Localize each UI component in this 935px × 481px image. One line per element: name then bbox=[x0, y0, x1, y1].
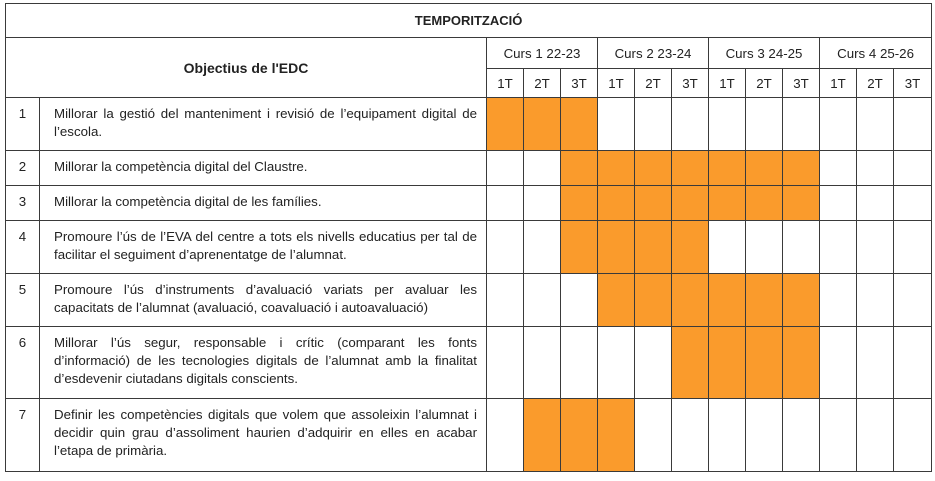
schedule-cell-active bbox=[561, 221, 598, 274]
term-header: 1T bbox=[598, 69, 635, 98]
schedule-cell-empty bbox=[820, 399, 857, 472]
schedule-cell-active bbox=[709, 274, 746, 327]
schedule-cell-active bbox=[635, 274, 672, 327]
schedule-cell-active bbox=[635, 221, 672, 274]
schedule-cell-empty bbox=[857, 274, 894, 327]
term-header: 1T bbox=[709, 69, 746, 98]
schedule-cell-empty bbox=[487, 274, 524, 327]
course-header: Curs 3 24-25 bbox=[709, 38, 820, 69]
schedule-cell-empty bbox=[561, 327, 598, 399]
schedule-cell-empty bbox=[857, 98, 894, 151]
schedule-cell-empty bbox=[709, 98, 746, 151]
schedule-cell-empty bbox=[746, 399, 783, 472]
objective-description: Promoure l’ús d’instruments d’avaluació variats per avaluar les capacitats de l’alumnat (avaluació, coavaluació i autoavaluació) bbox=[40, 274, 487, 327]
schedule-cell-active bbox=[783, 327, 820, 399]
objective-number: 2 bbox=[6, 151, 40, 186]
objective-number: 3 bbox=[6, 186, 40, 221]
term-header: 2T bbox=[635, 69, 672, 98]
schedule-cell-empty bbox=[894, 151, 932, 186]
objective-description: Promoure l’ús de l’EVA del centre a tots els nivells educatius per tal de facilitar el seguiment d’aprenentatge de l’alumnat. bbox=[40, 221, 487, 274]
schedule-cell-empty bbox=[524, 221, 561, 274]
schedule-cell-empty bbox=[672, 98, 709, 151]
schedule-cell-active bbox=[672, 151, 709, 186]
schedule-cell-empty bbox=[598, 98, 635, 151]
table-title: TEMPORITZACIÓ bbox=[6, 4, 932, 38]
schedule-cell-empty bbox=[894, 221, 932, 274]
schedule-cell-empty bbox=[561, 274, 598, 327]
objective-row bbox=[6, 327, 932, 399]
schedule-cell-empty bbox=[783, 221, 820, 274]
schedule-cell-empty bbox=[487, 186, 524, 221]
schedule-cell-empty bbox=[820, 221, 857, 274]
objective-row bbox=[6, 151, 932, 186]
course-header: Curs 1 22-23 bbox=[487, 38, 598, 69]
objective-row bbox=[6, 274, 932, 327]
schedule-cell-active bbox=[672, 327, 709, 399]
schedule-cell-active bbox=[635, 151, 672, 186]
term-header: 1T bbox=[487, 69, 524, 98]
schedule-cell-empty bbox=[820, 327, 857, 399]
schedule-cell-empty bbox=[524, 151, 561, 186]
objective-row bbox=[6, 399, 932, 472]
schedule-cell-active bbox=[635, 186, 672, 221]
schedule-cell-empty bbox=[487, 151, 524, 186]
schedule-cell-active bbox=[561, 151, 598, 186]
schedule-cell-active bbox=[783, 186, 820, 221]
schedule-cell-empty bbox=[672, 399, 709, 472]
schedule-cell-empty bbox=[487, 327, 524, 399]
schedule-cell-empty bbox=[635, 98, 672, 151]
objectives-header: Objectius de l'EDC bbox=[6, 38, 487, 98]
schedule-cell-active bbox=[561, 186, 598, 221]
term-header: 2T bbox=[524, 69, 561, 98]
schedule-cell-active bbox=[561, 399, 598, 472]
schedule-cell-empty bbox=[524, 274, 561, 327]
schedule-cell-active bbox=[561, 98, 598, 151]
schedule-cell-active bbox=[783, 151, 820, 186]
schedule-cell-active bbox=[746, 327, 783, 399]
schedule-cell-empty bbox=[894, 274, 932, 327]
schedule-cell-empty bbox=[783, 98, 820, 151]
table-body bbox=[6, 98, 932, 472]
schedule-cell-active bbox=[598, 274, 635, 327]
schedule-cell-active bbox=[524, 399, 561, 472]
term-header: 2T bbox=[746, 69, 783, 98]
schedule-cell-active bbox=[672, 221, 709, 274]
schedule-cell-empty bbox=[857, 327, 894, 399]
objective-row bbox=[6, 221, 932, 274]
schedule-cell-active bbox=[487, 98, 524, 151]
schedule-cell-empty bbox=[857, 186, 894, 221]
schedule-cell-active bbox=[672, 186, 709, 221]
schedule-cell-active bbox=[598, 186, 635, 221]
term-header: 3T bbox=[672, 69, 709, 98]
schedule-cell-active bbox=[746, 151, 783, 186]
term-header: 2T bbox=[857, 69, 894, 98]
course-header: Curs 2 23-24 bbox=[598, 38, 709, 69]
objective-number: 7 bbox=[6, 399, 40, 472]
schedule-cell-active bbox=[783, 274, 820, 327]
schedule-cell-empty bbox=[820, 186, 857, 221]
schedule-cell-empty bbox=[820, 151, 857, 186]
objective-description: Millorar l’ús segur, responsable i crític (comparant les fonts d’informació) de les tecnologies digitals de l’alumnat amb la finalitat d’esdevenir ciutadans digitals conscients. bbox=[40, 327, 487, 399]
schedule-cell-active bbox=[598, 399, 635, 472]
schedule-cell-empty bbox=[598, 327, 635, 399]
objective-number: 5 bbox=[6, 274, 40, 327]
timeline-table bbox=[5, 3, 932, 472]
term-header: 1T bbox=[820, 69, 857, 98]
schedule-cell-empty bbox=[894, 186, 932, 221]
objective-number: 4 bbox=[6, 221, 40, 274]
schedule-cell-empty bbox=[487, 399, 524, 472]
schedule-cell-active bbox=[598, 221, 635, 274]
table-header bbox=[6, 4, 932, 98]
schedule-cell-active bbox=[709, 186, 746, 221]
schedule-cell-empty bbox=[746, 98, 783, 151]
schedule-cell-empty bbox=[746, 221, 783, 274]
schedule-cell-active bbox=[746, 186, 783, 221]
schedule-cell-empty bbox=[783, 399, 820, 472]
schedule-cell-active bbox=[746, 274, 783, 327]
term-header: 3T bbox=[894, 69, 932, 98]
schedule-cell-empty bbox=[487, 221, 524, 274]
schedule-cell-active bbox=[709, 327, 746, 399]
schedule-cell-empty bbox=[820, 98, 857, 151]
objective-row bbox=[6, 186, 932, 221]
schedule-cell-active bbox=[598, 151, 635, 186]
schedule-cell-empty bbox=[894, 98, 932, 151]
objective-row bbox=[6, 98, 932, 151]
objective-description: Millorar la gestió del manteniment i revisió de l’equipament digital de l’escola. bbox=[40, 98, 487, 151]
schedule-cell-empty bbox=[524, 327, 561, 399]
objective-number: 6 bbox=[6, 327, 40, 399]
schedule-cell-active bbox=[524, 98, 561, 151]
schedule-cell-empty bbox=[820, 274, 857, 327]
objective-description: Definir les competències digitals que volem que assoleixin l’alumnat i decidir quin grau d’assoliment haurien d’adquirir en elles en acabar l’etapa de primària. bbox=[40, 399, 487, 472]
schedule-cell-active bbox=[709, 151, 746, 186]
schedule-cell-empty bbox=[894, 327, 932, 399]
objective-description: Millorar la competència digital de les famílies. bbox=[40, 186, 487, 221]
course-header: Curs 4 25-26 bbox=[820, 38, 932, 69]
schedule-cell-empty bbox=[894, 399, 932, 472]
schedule-cell-active bbox=[672, 274, 709, 327]
objective-number: 1 bbox=[6, 98, 40, 151]
schedule-cell-empty bbox=[635, 327, 672, 399]
schedule-cell-empty bbox=[857, 399, 894, 472]
schedule-cell-empty bbox=[524, 186, 561, 221]
schedule-cell-empty bbox=[635, 399, 672, 472]
schedule-cell-empty bbox=[857, 221, 894, 274]
term-header: 3T bbox=[783, 69, 820, 98]
objective-description: Millorar la competència digital del Claustre. bbox=[40, 151, 487, 186]
schedule-cell-empty bbox=[857, 151, 894, 186]
schedule-cell-empty bbox=[709, 399, 746, 472]
term-header: 3T bbox=[561, 69, 598, 98]
schedule-cell-empty bbox=[709, 221, 746, 274]
